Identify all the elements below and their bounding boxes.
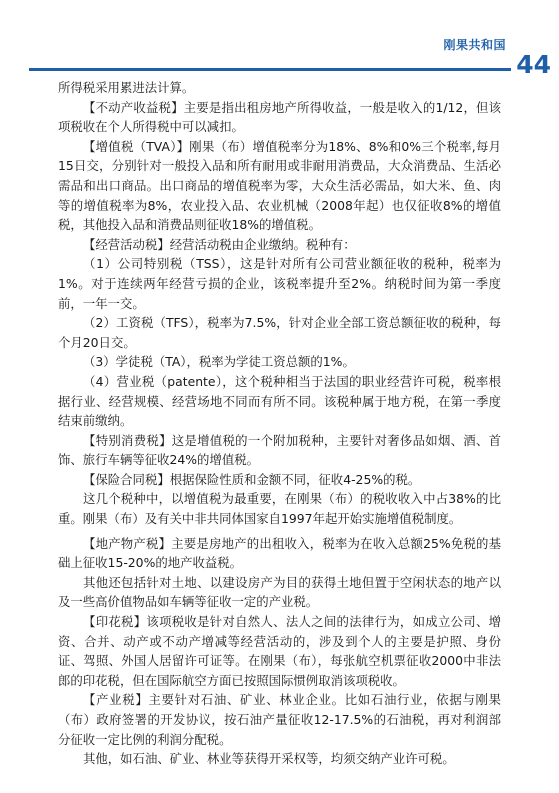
paragraph-vat-summary: 这几个税种中，以增值税为最重要，在刚果（布）的税收收入中占38%的比重。刚果（布）及有关中非共同体国家自1997年起开始实施增值税制度。 [58,491,501,527]
paragraph-vat: 【 增值税（TVA） 】 刚果（布）增值税率分为18%、8%和0%三个税率,每月15日交，分别针对一般投入品和所有耐用或非耐用消费品，大众消费品、生活必需品和出口商品。出口商品的增值税率为零，大众生活必需品，如大米、鱼、肉等的增值税率为8%，农业投入品、农业机械（2008年起）也仅征收8%的增值税，其他投入品和消费品则征收18%的增值税。 [58,137,501,235]
paragraph-insurance-contract-tax: 【 保险合同税 】 根据保险性质和金额不同，征收4-25%的税。 [58,470,501,490]
running-header-title: 刚果共和国 [443,38,506,52]
list-item-tss: （1）公司特别税（TSS），这是针对所有公司营业额征收的税种，税率为1%。对于连续两年经营亏损的企业，该税率提升至2%。纳税时间为第一季度前，一年一交。 [58,256,501,311]
paragraph-continuation: 所得税采用累进法计算。 [58,80,195,95]
term-label: 【 增值税（TVA） 】 [83,139,189,154]
paragraph-business-activity-tax: 【 经营活动税 】 经营活动税由企业缴纳。税种有： [58,235,501,255]
paragraph-license-tax: 其他，如石油、矿业、林业等获得开采权等，均须交纳产业许可税。 [83,751,455,767]
term-label: 【 产业税 】 [83,692,148,707]
list-item-tfs: （2）工资税（TFS），税率为7.5%，针对企业全部工资总额征收的税种，每个月20日交。 [58,315,501,350]
term-label: 【 经营活动税 】 [83,237,170,252]
paragraph-industry-tax: 【 产业税 】 主要针对石油、矿业、林业企业。比如石油行业，依据与刚果（布）政府签署的开发协议，按石油产量征收12-17.5%的石油税，再对利润部分征收一定比例的利润分配税。 [58,690,501,749]
term-label: 【 印花税 】 [83,614,146,629]
term-label: 【 保险合同税 】 [83,472,170,487]
page-number: 44 [516,50,551,79]
paragraph-special-consumption-tax: 【 特别消费税 】 这是增值税的一个附加税种，主要针对奢侈品如烟、酒、首饰、旅行车辆等征收24%的增值税。 [58,431,501,470]
paragraph-property-tax: 【 地产物产税 】 主要是房地产的出租收入，税率为在收入总额25%免税的基础上征收15-20%的地产收益税。 [58,534,501,573]
paragraph-stamp-duty: 【 印花税 】 该项税收是针对自然人、法人之间的法律行为，如成立公司、增资、合并、动产或不动产增减等经营活动的，涉及到个人的主要是护照、身份证、驾照、外国人居留许可证等。在刚果（布），每张航空机票征收2000中非法郎的印花税，但在国际航空方面已按照国际惯例取消该项税收。 [58,612,501,690]
term-label: 【 特别消费税 】 [83,433,172,448]
paragraph-real-estate-income-tax: 【 不动产收益税 】 主要是指出租房地产所得收益，一般是收入的1/12，但该项税收在个人所得税中可以减扣。 [58,98,501,137]
term-label: 【 不动产收益税 】 [83,100,184,115]
body-text [58,78,501,769]
list-item-patente: （4）营业税（patente），这个税种相当于法国的职业经营许可税，税率根据行业、经营规模、经营场地不同而有所不同。该税种属于地方税，在第一季度结束前缴纳。 [58,373,501,429]
list-item-ta: （3）学徒税（TA），税率为学徒工资总额的1%。 [83,354,355,370]
term-label: 【 地产物产税 】 [83,536,171,551]
header-rule [29,68,511,71]
paragraph-other-property-tax: 其他还包括针对土地、以建设房产为目的获得土地但置于空闲状态的地产以及一些高价值物品如车辆等征收一定的产业税。 [58,574,501,610]
